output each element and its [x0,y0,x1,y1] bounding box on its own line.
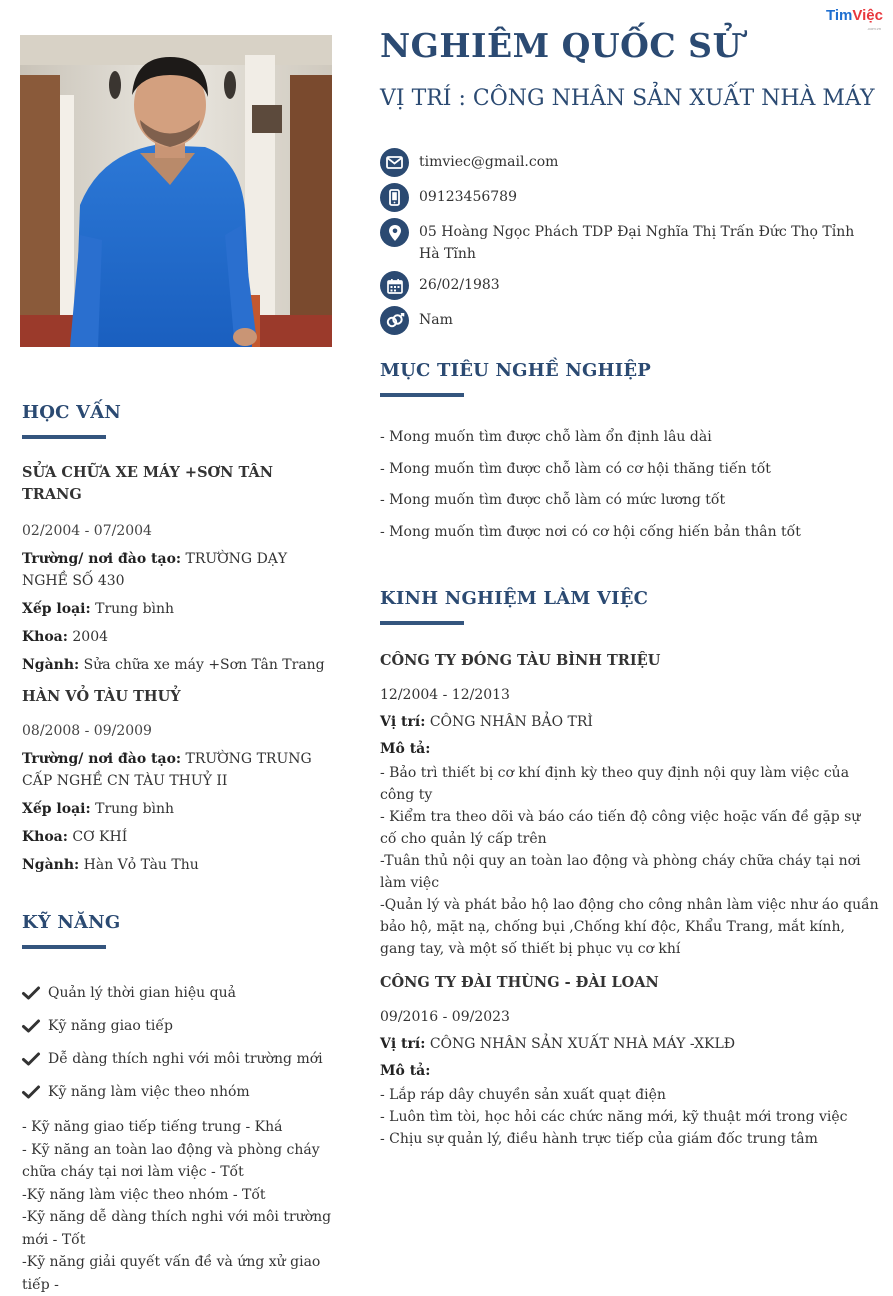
skills-list [22,976,337,1296]
birthday-value: 26/02/1983 [419,277,500,293]
rank-label: Xếp loại: [22,801,91,817]
skill-label: Dễ dàng thích nghi với môi trường mới [48,1050,323,1067]
contact-list [380,148,870,341]
gender-icon [380,306,409,335]
major-label: Ngành: [22,857,80,873]
job-description [380,762,880,960]
role-label: Vị trí: [380,714,426,730]
education-school-row [22,748,337,792]
job-description [380,1084,880,1150]
job-desc-line: - Luôn tìm tòi, học hỏi các chức năng mới, kỹ thuật mới trong việc [380,1109,848,1125]
major-value: Hàn Vỏ Tàu Thu [83,857,199,873]
role-value: CÔNG NHÂN SẢN XUẤT NHÀ MÁY -XKLĐ [429,1036,736,1052]
job-desc-label-row [380,738,880,760]
faculty-label: Khoa: [22,829,68,845]
education-faculty-row [22,626,337,648]
skill-note: -Kỹ năng dễ dàng thích nghi với môi trường mới - Tốt [22,1209,332,1248]
experience-title: KINH NGHIỆM LÀM VIỆC [380,588,649,609]
rank-value: Trung bình [95,601,175,617]
skill-item [22,1075,337,1108]
check-icon [22,986,40,1000]
skills-title-underline [22,945,106,949]
candidate-name: NGHIÊM QUỐC SỬ [380,26,742,65]
job-desc-label-row [380,1060,880,1082]
contact-gender [380,306,870,335]
job-item [380,972,880,1150]
education-list [22,462,337,876]
education-item [22,462,337,676]
phone-icon [380,183,409,212]
job-date: 09/2016 - 09/2023 [380,1009,510,1025]
faculty-label: Khoa: [22,629,68,645]
job-item [380,650,880,960]
job-company: CÔNG TY ĐÀI THÙNG - ĐÀI LOAN [380,974,659,991]
job-desc-line: -Tuân thủ nội quy an toàn lao động và phòng cháy chữa cháy tại nơi làm việc [380,853,861,891]
phone-value: 09123456789 [419,189,517,205]
skill-label: Kỹ năng làm việc theo nhóm [48,1083,250,1100]
job-desc-line: - Chịu sự quản lý, điều hành trực tiếp của giám đốc trung tâm [380,1131,818,1147]
education-rank-row [22,798,337,820]
education-rank-row [22,598,337,620]
job-desc-line: -Quản lý và phát bảo hộ lao động cho công nhân làm việc như áo quần bảo hộ, mặt nạ, chống bụi ,Chống khí độc, Khẩu Trang, mắt kính, gang tay, và một số thiết bị phục vụ cơ khí [380,897,879,957]
experience-title-underline [380,621,464,625]
major-value: Sửa chữa xe máy +Sơn Tân Trang [83,657,325,673]
skills-title: KỸ NĂNG [22,912,121,933]
experience-list [380,650,880,1150]
school-value: TRƯỜNG TRUNG CẤP NGHỀ CN TÀU THUỶ II [22,751,312,789]
school-label: Trường/ nơi đào tạo: [22,751,182,767]
education-name: SỬA CHỮA XE MÁY +SƠN TÂN TRANG [22,464,273,503]
check-icon [22,1019,40,1033]
location-icon [380,218,409,247]
objective-title-underline [380,393,464,397]
skill-note: - Kỹ năng giao tiếp tiếng trung - Khá [22,1119,283,1135]
education-item [22,686,337,876]
check-icon [22,1085,40,1099]
contact-phone [380,183,870,212]
job-desc-line: - Lắp ráp dây chuyền sản xuất quạt điện [380,1087,666,1103]
timviec-logo-domain: .com.vn [866,26,881,31]
calendar-icon [380,271,409,300]
faculty-value: CƠ KHÍ [72,829,128,845]
job-company: CÔNG TY ĐÓNG TÀU BÌNH TRIỆU [380,652,661,669]
skill-item [22,976,337,1009]
major-label: Ngành: [22,657,80,673]
objective-item: - Mong muốn tìm được chỗ làm có mức lương tốt [380,492,726,508]
school-label: Trường/ nơi đào tạo: [22,551,182,567]
education-section-header [22,402,121,439]
education-title-underline [22,435,106,439]
job-role-row [380,1033,880,1055]
email-value: timviec@gmail.com [419,154,559,170]
desc-label: Mô tả: [380,741,431,757]
job-position: VỊ TRÍ : CÔNG NHÂN SẢN XUẤT NHÀ MÁY [380,86,875,111]
skill-note: - Kỹ năng an toàn lao động và phòng cháy chữa cháy tại nơi làm việc - Tốt [22,1141,320,1180]
education-date: 02/2004 - 07/2004 [22,523,152,539]
skill-item [22,1009,337,1042]
education-school-row [22,548,337,592]
objective-item: - Mong muốn tìm được chỗ làm ổn định lâu dài [380,429,712,445]
faculty-value: 2004 [72,629,109,645]
skill-notes [22,1116,337,1296]
skill-item [22,1042,337,1075]
education-name: HÀN VỎ TÀU THUỶ [22,688,181,705]
education-date: 08/2008 - 09/2009 [22,723,152,739]
rank-label: Xếp loại: [22,601,91,617]
rank-value: Trung bình [95,801,175,817]
skills-section-header [22,912,120,949]
skill-note: -Kỹ năng giải quyết vấn đề và ứng xử giao tiếp - [22,1254,321,1293]
experience-section-header [380,588,648,625]
timviec-logo: TimViệc [826,7,883,24]
skill-note: -Kỹ năng làm việc theo nhóm - Tốt [22,1186,266,1203]
skill-label: Kỹ năng giao tiếp [48,1017,173,1034]
objective-item: - Mong muốn tìm được nơi có cơ hội cống hiến bản thân tốt [380,523,801,540]
contact-email [380,148,870,177]
check-icon [22,1052,40,1066]
job-role-row [380,711,880,733]
education-faculty-row [22,826,337,848]
profile-photo [20,35,332,347]
education-title: HỌC VẤN [22,402,122,423]
objective-list [380,422,880,548]
job-date: 12/2004 - 12/2013 [380,687,510,703]
contact-address [380,218,870,265]
job-desc-line: - Kiểm tra theo dõi và báo cáo tiến độ công việc hoặc vấn đề gặp sự cố cho quản lý cấp trên [380,809,861,847]
skill-label: Quản lý thời gian hiệu quả [48,984,236,1001]
mail-icon [380,148,409,177]
desc-label: Mô tả: [380,1063,431,1079]
gender-value: Nam [419,312,453,328]
job-desc-line: - Bảo trì thiết bị cơ khí định kỳ theo quy định nội quy làm việc của công ty [380,765,850,803]
contact-birthday [380,271,870,300]
role-label: Vị trí: [380,1036,426,1052]
education-major-row [22,654,337,676]
address-value: 05 Hoàng Ngọc Phách TDP Đại Nghĩa Thị Trấn Đức Thọ Tỉnh Hà Tĩnh [419,224,855,262]
left-column [20,35,335,347]
objective-section-header [380,360,651,397]
objective-title: MỤC TIÊU NGHỀ NGHIỆP [380,360,652,381]
role-value: CÔNG NHÂN BẢO TRÌ [429,714,593,730]
objective-item: - Mong muốn tìm được chỗ làm có cơ hội thăng tiến tốt [380,460,771,477]
education-major-row [22,854,337,876]
school-value: TRƯỜNG DẠY NGHỀ SỐ 430 [22,551,288,589]
